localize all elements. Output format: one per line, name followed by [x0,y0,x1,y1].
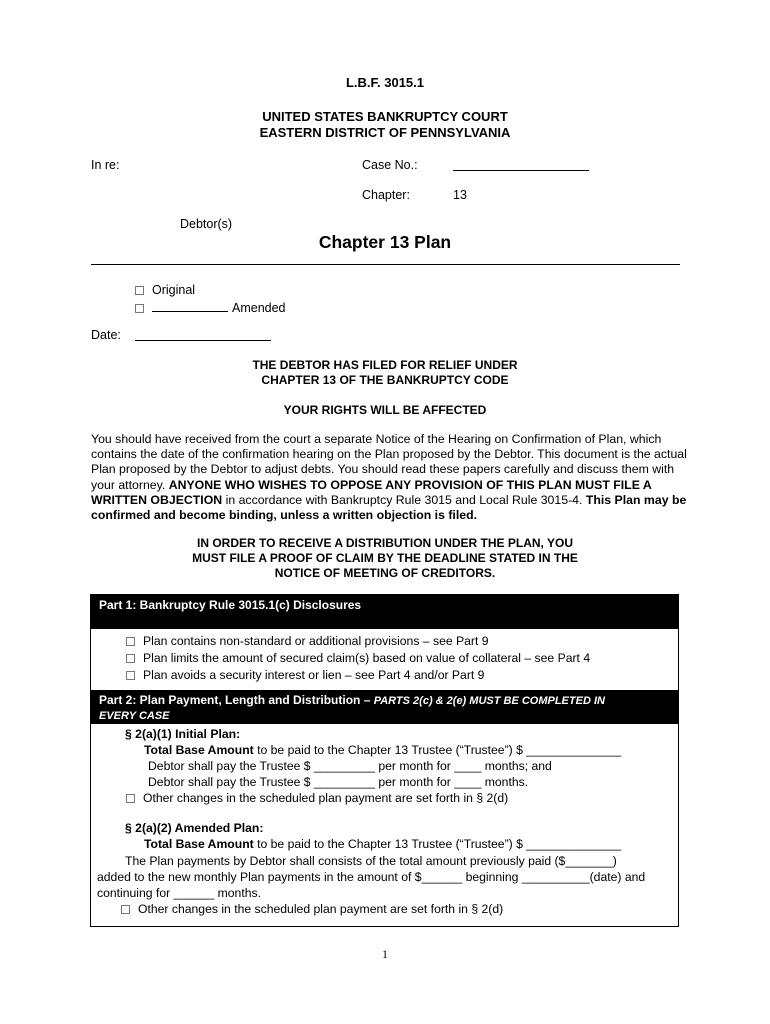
amended-other-label: Other changes in the scheduled plan payment are set forth in § 2(d) [138,902,504,916]
amended-total-line [144,836,621,852]
intro-paragraph [91,432,691,523]
part2-section [90,690,679,927]
amended-option[interactable] [135,299,286,315]
distribution-line2: MUST FILE A PROOF OF CLAIM BY THE DEADLINE STATED IN THE [192,551,578,565]
chapter-value: 13 [453,188,467,202]
amended-checkbox[interactable] [135,304,144,313]
part1-item-label: Plan contains non-standard or additional provisions – see Part 9 [143,634,489,648]
intro-bold-1: ANYONE WHO WISHES TO OPPOSE ANY PROVISION OF THIS PLAN MUST FILE A WRITTEN OBJECTION [91,477,652,507]
initial-other-label: Other changes in the scheduled plan payment are set forth in § 2(d) [143,791,509,805]
part2-header-note-2: EVERY CASE [99,710,170,722]
amended-line-1: The Plan payments by Debtor shall consists of the total amount previously paid ($_______) [125,854,617,868]
part1-checkbox[interactable] [126,637,135,646]
amended-plan-title: § 2(a)(2) Amended Plan: [125,821,264,835]
intro-text-2: in accordance with Bankruptcy Rule 3015 and Local Rule 3015-4. [222,492,583,507]
initial-payment-1: Debtor shall pay the Trustee $ _________ per month for ____ months; and [148,759,552,773]
date-field[interactable] [135,326,271,341]
part1-checkbox[interactable] [126,671,135,680]
debtors-label: Debtor(s) [180,217,233,231]
intro-bold-2: This Plan may be confirmed and become binding, unless a written objection is filed. [91,492,687,523]
amended-other-checkbox[interactable] [121,905,130,914]
original-option[interactable] [135,283,195,297]
plan-title: Chapter 13 Plan [318,232,452,252]
form-id: L.B.F. 3015.1 [345,75,425,90]
part1-item[interactable] [126,667,678,684]
intro-text-1: You should have received from the court a separate Notice of the Hearing on Confirmation of Plan, which contains the date of the confirmation hearing on the Plan proposed by the Debtor. This document is the actual Plan proposed by the Debtor to adjust debts. You should read these papers carefully and discuss them with your attorney. [91,432,687,492]
title-divider [91,264,680,265]
initial-other-checkbox[interactable] [126,794,135,803]
original-checkbox[interactable] [135,286,144,295]
in-re-label: In re: [91,158,120,172]
part2-header-note: PARTS 2(c) & 2(e) MUST BE COMPLETED IN [373,695,605,707]
date-label: Date: [91,328,121,342]
amended-total-rest: to be paid to the Chapter 13 Trustee (“Trustee”) $ ______________ [253,837,622,851]
part1-header: Part 1: Bankruptcy Rule 3015.1(c) Disclosures [91,595,678,629]
rights-affected: YOUR RIGHTS WILL BE AFFECTED [283,403,487,417]
part1-section [90,594,679,691]
notice-line1: THE DEBTOR HAS FILED FOR RELIEF UNDER [252,358,518,372]
part1-item-label: Plan avoids a security interest or lien – see Part 4 and/or Part 9 [143,668,485,682]
amended-line-3: continuing for ______ months. [97,886,261,900]
initial-total-rest: to be paid to the Chapter 13 Trustee (“Trustee”) $ ______________ [253,743,622,757]
court-name: UNITED STATES BANKRUPTCY COURT [262,109,508,124]
amended-other-changes[interactable] [121,901,503,917]
amended-total-label: Total Base Amount [144,837,254,851]
part1-item[interactable] [126,633,678,650]
case-no-label: Case No.: [362,158,418,172]
initial-plan-title: § 2(a)(1) Initial Plan: [125,727,241,741]
amended-label: Amended [232,301,286,315]
amended-blank[interactable] [152,299,228,312]
distribution-line3: NOTICE OF MEETING OF CREDITORS. [274,566,496,580]
distribution-line1: IN ORDER TO RECEIVE A DISTRIBUTION UNDER THE PLAN, YOU [196,536,574,550]
initial-total-line [144,742,621,758]
part2-header [91,690,678,724]
case-no-field[interactable] [453,156,589,171]
initial-total-label: Total Base Amount [144,743,254,757]
chapter-label: Chapter: [362,188,410,202]
part1-checkbox[interactable] [126,654,135,663]
page-number: 1 [382,947,388,961]
part1-list [91,629,678,684]
court-district: EASTERN DISTRICT OF PENNSYLVANIA [259,125,511,140]
part1-item[interactable] [126,650,678,667]
initial-other-changes[interactable] [126,790,508,806]
notice-line2: CHAPTER 13 OF THE BANKRUPTCY CODE [261,373,509,387]
part2-header-title: Part 2: Plan Payment, Length and Distribution – [99,693,374,707]
original-label: Original [152,283,196,297]
part1-item-label: Plan limits the amount of secured claim(s) based on value of collateral – see Part 4 [143,651,591,665]
amended-line-2: added to the new monthly Plan payments in the amount of $______ beginning __________(date) and [97,870,646,884]
initial-payment-2: Debtor shall pay the Trustee $ _________ per month for ____ months. [148,775,529,789]
